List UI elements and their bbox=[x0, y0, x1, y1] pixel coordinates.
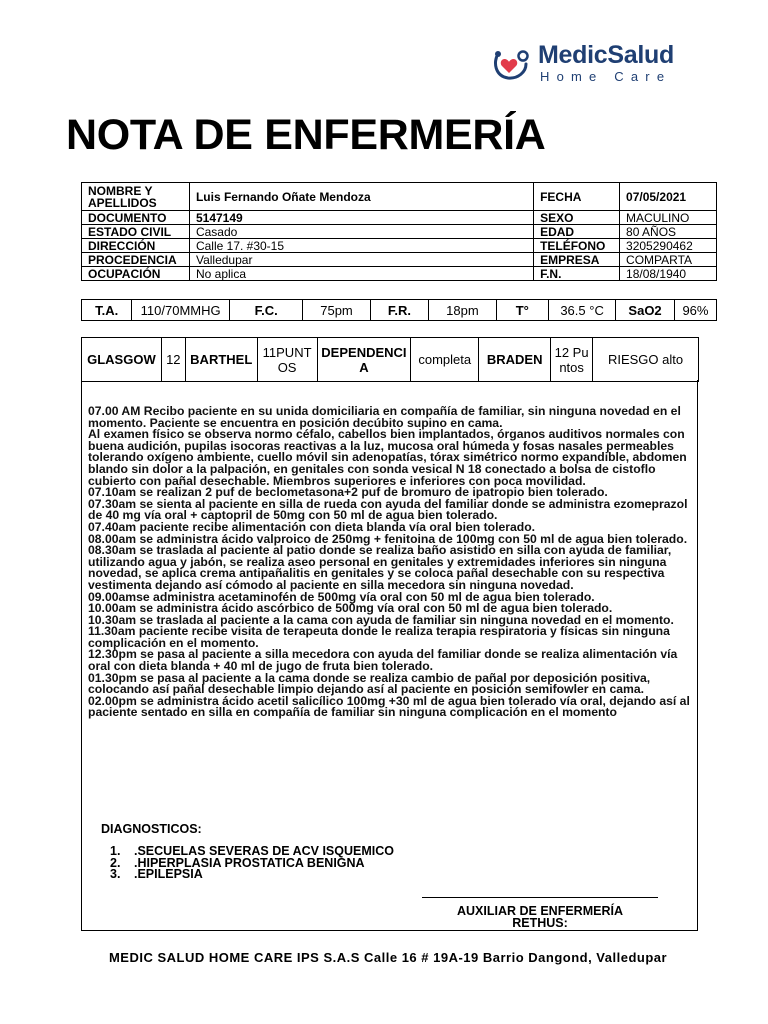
address-value: Calle 17. #30-15 bbox=[189, 239, 533, 253]
fr-label: F.R. bbox=[370, 300, 429, 321]
note-entry: 02.00pm se administra ácido acetil salicílico 100mg +30 ml de agua bien tolerado vía oral, dejando así al paciente sentado en silla en compañía de familiar sin ninguna complicación en el momento bbox=[88, 693, 690, 720]
note-entry: 08.30am se traslada al paciente al patio donde se realiza baño asistido en silla con ayuda de familiar, utilizando agua y jabón, se realiza aseo personal en genitales y extremidades inferiores sin ninguna novedad, se aplica crema antipañalitis en genitales y se coloca pañal desechable con su respectiva vestimenta dejando así cómodo al paciente en silla mecedora sin ninguna novedad. bbox=[88, 543, 672, 592]
note-entry: 07.00 AM Recibo paciente en su unida domiciliaria en compañía de familiar, sin ninguna novedad en el momento. Paciente se encuentra en posición decúbito supino en cama. bbox=[88, 404, 681, 430]
signature-block bbox=[382, 905, 698, 929]
note-entry: 12.30pm se pasa al paciente a silla mecedora con ayuda del familiar donde se realiza alimentación vía oral con dieta blanda + 40 ml de jugo de fruta bien tolerado. bbox=[88, 647, 678, 674]
diagnosis-number: 1. bbox=[110, 844, 121, 858]
ta-label: T.A. bbox=[82, 300, 132, 321]
dependencia-label: DEPENDENCIA bbox=[317, 338, 411, 382]
diagnosis-text: .SECUELAS SEVERAS DE ACV ISQUEMICO bbox=[134, 844, 394, 858]
origin-value: Valledupar bbox=[189, 253, 533, 267]
barthel-label: BARTHEL bbox=[185, 338, 257, 382]
nursing-notes bbox=[88, 406, 694, 719]
note-entry: 11.30am paciente recibe visita de terapeuta donde le realiza terapia respiratoria y físicas sin ninguna complicación en el momento. bbox=[88, 624, 670, 650]
occupation-label: OCUPACIÓN bbox=[82, 267, 190, 281]
civil-status-label: ESTADO CIVIL bbox=[82, 225, 190, 239]
birth-date-label: F.N. bbox=[534, 267, 620, 281]
dependencia-value: completa bbox=[411, 338, 479, 382]
page-title: NOTA DE ENFERMERÍA bbox=[66, 111, 546, 159]
origin-label: PROCEDENCIA bbox=[82, 253, 190, 267]
note-entry: 10.30am se traslada al paciente a la cama con ayuda de familiar sin ninguna novedad en el momento. bbox=[88, 612, 674, 627]
phone-label: TELÉFONO bbox=[534, 239, 620, 253]
sex-label: SEXO bbox=[534, 211, 620, 225]
rethus-label: RETHUS: bbox=[512, 916, 568, 930]
diagnosis-item bbox=[110, 869, 394, 881]
patient-name: Luis Fernando Oñate Mendoza bbox=[189, 183, 533, 211]
fc-label: F.C. bbox=[229, 300, 302, 321]
diagnostics-list bbox=[110, 846, 394, 881]
clinical-scales-table bbox=[81, 337, 699, 382]
birth-date-value: 18/08/1940 bbox=[620, 267, 717, 281]
braden-value: 12 Puntos bbox=[551, 338, 593, 382]
civil-status-value: Casado bbox=[189, 225, 533, 239]
note-entry: 07.40am paciente recibe alimentación con dieta blanda vía oral bien tolerado. bbox=[88, 519, 536, 534]
signature-line bbox=[422, 897, 658, 898]
age-label: EDAD bbox=[534, 225, 620, 239]
company-value: COMPARTA bbox=[620, 253, 717, 267]
vital-signs-table bbox=[81, 299, 717, 321]
date-label: FECHA bbox=[534, 183, 620, 211]
temp-label: T° bbox=[496, 300, 548, 321]
fc-value: 75pm bbox=[303, 300, 370, 321]
note-entry: Al examen físico se observa normo céfalo, cabellos bien implantados, órganos auditivos normales con buena audición, pupilas isocoras reactivas a la luz, mucosa oral húmeda y fosas nasales permeables tolerando oxígeno ambiente, cuello móvil sin adenopatías, tórax simétrico normo expandible, abdomen blando sin dolor a la palpación, en genitales con sonda vesical N 18 conectado a bolsa de cistoflo cubierto con pañal desechable. Miembros superiores e inferiores con poca movilidad. bbox=[88, 427, 687, 488]
signature-title: AUXILIAR DE ENFERMERÍA bbox=[457, 904, 623, 918]
note-entry: 07.10am se realizan 2 puf de beclometasona+2 puf de bromuro de ipatropio bien tolerado. bbox=[88, 485, 608, 500]
document-value: 5147149 bbox=[189, 211, 533, 225]
diagnosis-text: .EPILEPSIA bbox=[134, 867, 203, 881]
glasgow-value: 12 bbox=[161, 338, 185, 382]
page-footer: MEDIC SALUD HOME CARE IPS S.A.S Calle 16 # 19A-19 Barrio Dangond, Valledupar bbox=[108, 950, 668, 965]
note-entry: 08.00am se administra ácido valproico de 250mg + fenitoina de 100mg con 50 ml de agua bien tolerado. bbox=[88, 531, 688, 546]
fr-value: 18pm bbox=[429, 300, 496, 321]
diagnostics-title: DIAGNOSTICOS: bbox=[101, 822, 202, 836]
brand-tagline: Home Care bbox=[540, 69, 672, 84]
brand-name: MedicSalud bbox=[538, 41, 674, 69]
date-value: 07/05/2021 bbox=[620, 183, 717, 211]
braden-label: BRADEN bbox=[479, 338, 551, 382]
brand-logo bbox=[490, 40, 710, 88]
glasgow-label: GLASGOW bbox=[82, 338, 162, 382]
risk-value: RIESGO alto bbox=[593, 338, 699, 382]
diagnosis-number: 2. bbox=[110, 855, 121, 870]
phone-value: 3205290462 bbox=[620, 239, 717, 253]
sao2-label: SaO2 bbox=[616, 300, 675, 321]
patient-info-table bbox=[81, 182, 717, 281]
company-label: EMPRESA bbox=[534, 253, 620, 267]
sao2-value: 96% bbox=[674, 300, 716, 321]
name-label: NOMBRE Y APELLIDOS bbox=[82, 183, 190, 211]
barthel-value: 11PUNTOS bbox=[257, 338, 317, 382]
stethoscope-heart-icon bbox=[490, 44, 530, 84]
note-entry: 09.00amse administra acetaminofén de 500mg vía oral con 50 ml de agua bien tolerado. bbox=[88, 589, 595, 604]
diagnosis-text: .HIPERPLASIA PROSTATICA BENIGNA bbox=[134, 855, 365, 870]
diagnosis-number: 3. bbox=[110, 867, 121, 881]
occupation-value: No aplica bbox=[189, 267, 533, 281]
address-label: DIRECCIÓN bbox=[82, 239, 190, 253]
ta-value: 110/70MMHG bbox=[132, 300, 230, 321]
sex-value: MACULINO bbox=[620, 211, 717, 225]
age-value: 80 AÑOS bbox=[620, 225, 717, 239]
note-entry: 10.00am se administra ácido ascórbico de 500mg vía oral con 50 ml de agua bien tolerado. bbox=[88, 601, 613, 616]
document-label: DOCUMENTO bbox=[82, 211, 190, 225]
nursing-note-body bbox=[81, 380, 698, 931]
note-entry: 01.30pm se pasa al paciente a la cama donde se realiza cambio de pañal por deposición positiva, colocando así pañal desechable limpio dejando así al paciente en posición semifowler en cama. bbox=[88, 670, 651, 697]
note-entry: 07.30am se sienta al paciente en silla de rueda con ayuda del familiar donde se administra ezomeprazol de 40 mg vía oral + captopril de 50mg con 50 ml de agua bien tolerado. bbox=[88, 496, 688, 523]
temp-value: 36.5 °C bbox=[549, 300, 616, 321]
